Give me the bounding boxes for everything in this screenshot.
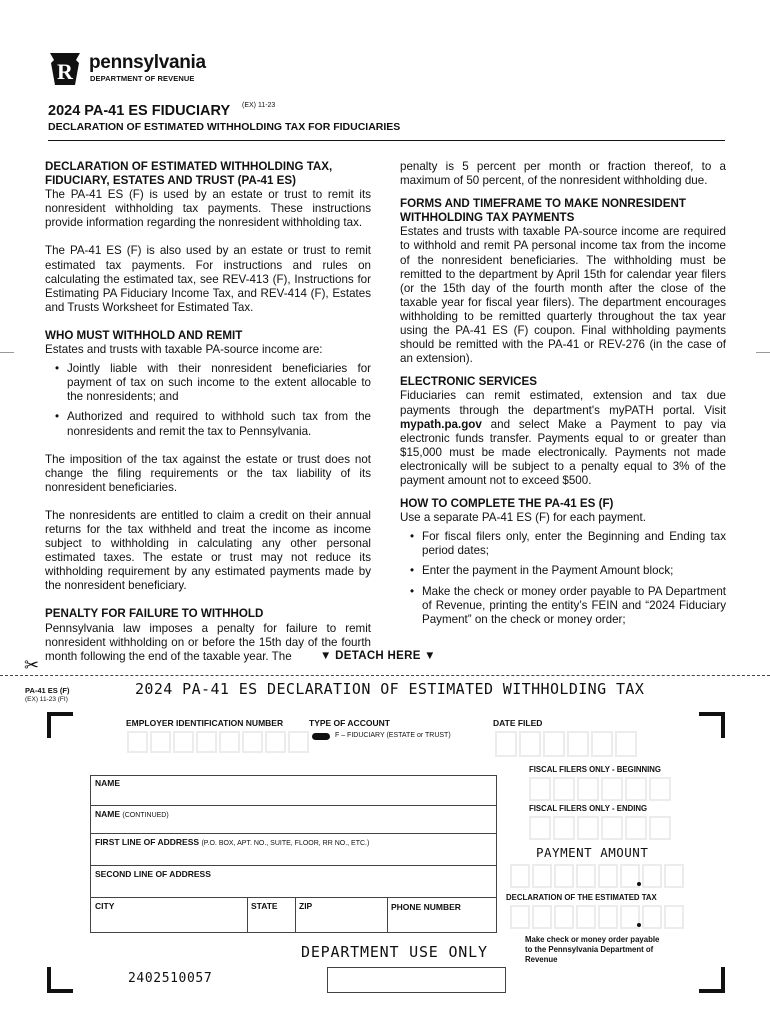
name-continued-field[interactable] (91, 806, 496, 834)
address-line-1-label: FIRST LINE OF ADDRESS (P.O. BOX, APT. NO., SUITE, FLOOR, RR NO., ETC.) (95, 837, 370, 847)
electronic-paragraph: Fiduciaries can remit estimated, extension and tax due payments through the department's myPATH portal. Visit mypath.pa.gov and select Make a Payment to pay via electronic funds transfer. Payments equal to or greater than $15,000 must be made electronically. Payments not made electronically will be subject to a penalty equal to 3% of the payment amount not to exceed $500. (400, 389, 726, 487)
logo-department: DEPARTMENT OF REVENUE (90, 74, 195, 83)
fiscal-end-label: FISCAL FILERS ONLY - ENDING (529, 804, 648, 813)
date-filed-label: DATE FILED (493, 718, 543, 728)
ein-field[interactable] (127, 731, 309, 753)
account-type-fiduciary-checkbox[interactable] (312, 733, 330, 740)
fiscal-end-field[interactable] (529, 816, 671, 840)
coupon-form-id: PA-41 ES (F) (25, 686, 70, 695)
declaration-decimal-point (637, 923, 641, 927)
instructions-right-column (400, 160, 726, 627)
account-type-option: F – FIDUCIARY (ESTATE or TRUST) (335, 732, 451, 739)
fiscal-begin-label: FISCAL FILERS ONLY - BEGINNING (529, 765, 661, 774)
registration-mark-top-right (699, 712, 725, 738)
ein-label: EMPLOYER IDENTIFICATION NUMBER (126, 718, 284, 728)
instructions-left-column (45, 160, 371, 664)
mypath-link[interactable]: mypath.pa.gov (400, 417, 482, 431)
registration-mark-top-left (47, 712, 73, 738)
scissors-icon: ✂ (24, 655, 40, 675)
detach-here-label: ▼ DETACH HERE ▼ (320, 650, 436, 662)
city-field[interactable] (91, 898, 247, 934)
registration-mark-bottom-right (699, 967, 725, 993)
state-label: STATE (251, 901, 278, 911)
zip-label: ZIP (299, 901, 313, 911)
name-continued-label: NAME (CONTINUED) (95, 809, 169, 819)
address-line-2-field[interactable] (91, 866, 496, 898)
address-line-1-field[interactable] (91, 834, 496, 866)
penalty-paragraph: Pennsylvania law imposes a penalty for failure to remit nonresident withholding on or before the 15th day of the fourth month following the end of the taxable year. The (45, 621, 371, 663)
department-use-box (327, 967, 506, 993)
how-heading: HOW TO COMPLETE THE PA-41 ES (F) (400, 497, 614, 511)
form-subtitle: DECLARATION OF ESTIMATED WITHHOLDING TAX FOR FIDUCIARIES (48, 121, 401, 133)
keystone-logo (48, 51, 82, 87)
registration-mark-bottom-left (47, 967, 73, 993)
declaration-label: DECLARATION OF THE ESTIMATED TAX (506, 893, 657, 902)
make-check-note: Make check or money order payable to the Pennsylvania Department of Revenue (525, 935, 660, 964)
city-label: CITY (95, 901, 115, 911)
intro-paragraph-1: The PA-41 ES (F) is used by an estate or trust to remit its nonresident withholding tax payments. These instructions provide information regarding the nonresident withholding tax. (45, 188, 371, 230)
header-divider (48, 140, 725, 141)
penalty-continued: penalty is 5 percent per month or fraction thereof, to a maximum of 50 percent, of the nonresident withholding due. (400, 160, 726, 188)
who-heading: WHO MUST WITHHOLD AND REMIT (45, 328, 243, 342)
coupon-title: 2024 PA-41 ES DECLARATION OF ESTIMATED WITHHOLDING TAX (135, 680, 645, 698)
form-title: 2024 PA-41 ES FIDUCIARY (48, 103, 231, 119)
name-field[interactable] (91, 776, 496, 806)
name-label: NAME (95, 778, 121, 788)
forms-paragraph: Estates and trusts with taxable PA-source income are required to withhold and remit PA personal income tax from the income of the nonresident beneficiaries. The withholding must be remitted to the department by April 15th for calendar year filers (or the 15th day of the fourth month after the close of the taxable year for fiscal year filers). The department encourages withholding to be remitted quarterly throughout the tax year using the PA-41 ES (F) coupon. Final withholding payments should be remitted with the PA-41 or REV-276 (in the case of an extension). (400, 225, 726, 366)
phone-label: PHONE NUMBER (391, 902, 461, 912)
who-intro: Estates and trusts with taxable PA-source income are: (45, 343, 323, 357)
fiscal-begin-field[interactable] (529, 777, 671, 801)
payment-amount-field[interactable] (510, 864, 684, 888)
date-filed-field[interactable] (495, 731, 637, 757)
form-revision: (EX) 11-23 (242, 102, 276, 109)
state-field[interactable] (247, 898, 295, 934)
imposition-paragraph: The imposition of the tax against the estate or trust does not change the filing requirements or the tax liability of its nonresident beneficiaries. (45, 452, 371, 494)
how-bullet-2: • Enter the payment in the Payment Amount block; (400, 564, 726, 578)
declaration-amount-field[interactable] (510, 905, 684, 929)
logo-letter: R (57, 59, 73, 84)
coupon-form-revision: (EX) 11-23 (FI) (25, 696, 68, 703)
intro-heading: DECLARATION OF ESTIMATED WITHHOLDING TAX, FIDUCIARY, ESTATES AND TRUST (PA-41 ES) (45, 160, 333, 188)
penalty-heading: PENALTY FOR FAILURE TO WITHHOLD (45, 607, 264, 621)
account-type-label: TYPE OF ACCOUNT (309, 718, 390, 728)
address-line-2-label: SECOND LINE OF ADDRESS (95, 869, 211, 879)
forms-heading: FORMS AND TIMEFRAME TO MAKE NONRESIDENT WITHHOLDING TAX PAYMENTS (400, 197, 686, 225)
department-use-only-label: DEPARTMENT USE ONLY (301, 943, 488, 961)
address-block (90, 775, 497, 933)
how-intro: Use a separate PA-41 ES (F) for each payment. (400, 511, 646, 525)
scan-line-number: 2402510057 (128, 971, 213, 986)
intro-paragraph-2: The PA-41 ES (F) is also used by an estate or trust to remit estimated tax payments. For instructions and rules on calculating the estimated tax, see REV-413 (F), Instructions for Estimating PA Fiduciary Income Tax, and REV-414 (F), Estates and Trusts Worksheet for Estimated Tax. (45, 244, 371, 314)
electronic-heading: ELECTRONIC SERVICES (400, 375, 538, 389)
phone-field[interactable] (387, 898, 498, 934)
logo-name: pennsylvania (89, 52, 206, 73)
credit-paragraph: The nonresidents are entitled to claim a credit on their annual returns for the tax withheld and treat the income as income subject to withholding in calculating any other personal estimated taxes. The estate or trust may not reduce its withholding requirement by any estimated payments made by the nonresident beneficiary. (45, 508, 371, 593)
who-bullet-2: • Authorized and required to withhold such tax from the nonresidents and remit the tax to Pennsylvania. (45, 410, 371, 438)
how-bullet-1: • For fiscal filers only, enter the Beginning and Ending tax period dates; (400, 530, 726, 558)
fold-mark-left (0, 352, 14, 353)
who-bullet-1: • Jointly liable with their nonresident beneficiaries for payment of tax on such income to the extent allocable to the nonresidents; and (45, 362, 371, 404)
cut-line (0, 675, 770, 676)
how-bullet-3: • Make the check or money order payable to PA Department of Revenue, printing the entity’s FEIN and “2024 Fiduciary Payment” on the check or money order; (400, 585, 726, 627)
zip-field[interactable] (295, 898, 387, 934)
payment-amount-label: PAYMENT AMOUNT (536, 845, 649, 860)
payment-decimal-point (637, 882, 641, 886)
fold-mark-right (756, 352, 770, 353)
